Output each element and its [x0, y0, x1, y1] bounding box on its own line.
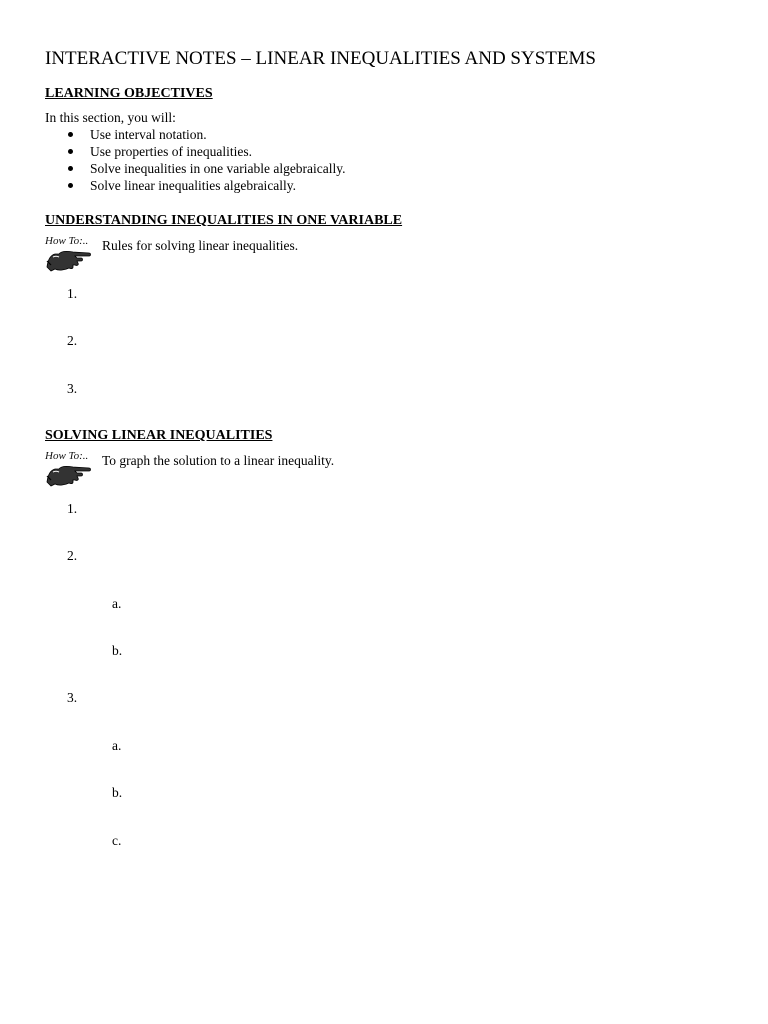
sub-step-letter: a. — [112, 738, 122, 753]
step-number: 3. — [67, 690, 78, 705]
howto-badge — [45, 235, 95, 271]
section-heading-solving: SOLVING LINEAR INEQUALITIES — [45, 428, 273, 443]
pointing-hand-icon — [45, 460, 93, 488]
list-item: Solve linear inequalities algebraically. — [66, 177, 346, 194]
page-title: INTERACTIVE NOTES – LINEAR INEQUALITIES AND SYSTEMS — [45, 48, 596, 69]
pointing-hand-icon — [45, 245, 93, 273]
howto-badge — [45, 450, 95, 486]
sub-step-letter: b. — [112, 643, 123, 658]
objectives-intro: In this section, you will: — [45, 110, 176, 125]
sub-step-letter: a. — [112, 596, 122, 611]
sub-step-letter: c. — [112, 833, 122, 848]
sub-step-letter: b. — [112, 785, 123, 800]
learning-objectives-heading: LEARNING OBJECTIVES — [45, 86, 213, 101]
step-number: 1. — [67, 286, 78, 301]
howto-text: Rules for solving linear inequalities. — [102, 238, 299, 253]
howto-label: How To:.. — [45, 450, 89, 462]
list-item: Solve inequalities in one variable algebraically. — [66, 160, 346, 177]
section-heading-understanding: UNDERSTANDING INEQUALITIES IN ONE VARIABLE — [45, 213, 403, 228]
objectives-list — [66, 126, 346, 194]
howto-text: To graph the solution to a linear inequality. — [102, 453, 335, 468]
list-item: Use properties of inequalities. — [66, 143, 346, 160]
step-number: 1. — [67, 501, 78, 516]
step-number: 2. — [67, 548, 78, 563]
step-number: 3. — [67, 381, 78, 396]
step-number: 2. — [67, 333, 78, 348]
howto-label: How To:.. — [45, 235, 89, 247]
list-item: Use interval notation. — [66, 126, 346, 143]
